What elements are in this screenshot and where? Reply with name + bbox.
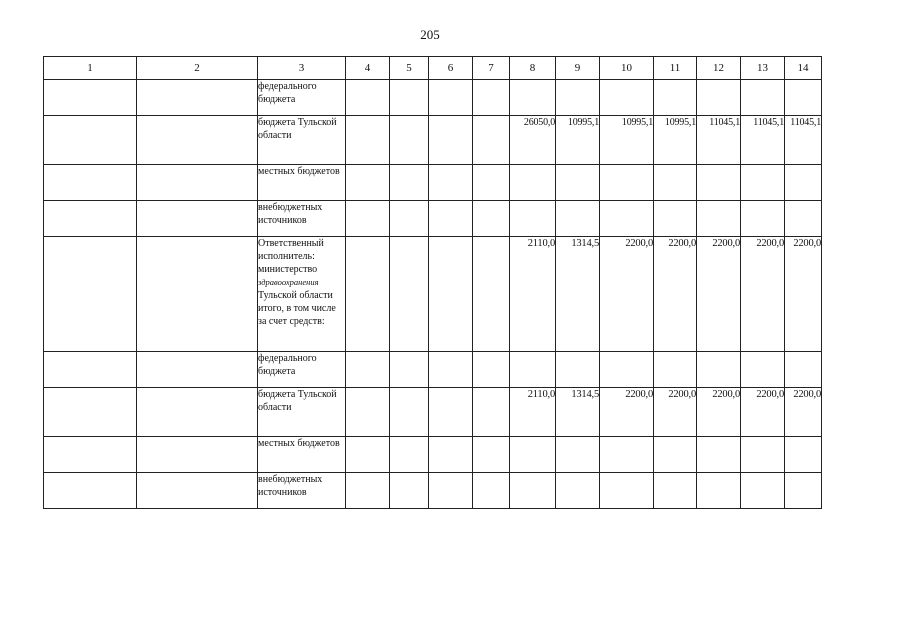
value-cell — [785, 201, 822, 237]
value-cell — [741, 165, 785, 201]
empty-cell — [137, 352, 258, 388]
budget-table — [43, 56, 822, 509]
value-cell: 26050,0 — [510, 116, 556, 165]
value-cell — [654, 437, 697, 473]
value-cell: 2200,0 — [741, 388, 785, 437]
table-row — [44, 352, 822, 388]
empty-cell — [473, 201, 510, 237]
empty-cell — [429, 473, 473, 509]
row-label: бюджета Тульской области — [258, 388, 346, 437]
value-cell — [697, 352, 741, 388]
empty-cell — [390, 473, 429, 509]
column-header: 3 — [258, 57, 346, 80]
value-cell — [510, 352, 556, 388]
value-cell: 2110,0 — [510, 388, 556, 437]
empty-cell — [473, 473, 510, 509]
table-row — [44, 165, 822, 201]
value-cell — [600, 352, 654, 388]
column-header: 6 — [429, 57, 473, 80]
value-cell — [654, 352, 697, 388]
value-cell: 11045,1 — [741, 116, 785, 165]
value-cell — [741, 437, 785, 473]
value-cell — [697, 437, 741, 473]
empty-cell — [473, 237, 510, 352]
value-cell — [510, 80, 556, 116]
value-cell: 11045,1 — [785, 116, 822, 165]
column-header: 2 — [137, 57, 258, 80]
value-cell — [510, 165, 556, 201]
value-cell: 10995,1 — [600, 116, 654, 165]
value-cell: 2200,0 — [654, 388, 697, 437]
value-cell — [600, 201, 654, 237]
empty-cell — [346, 437, 390, 473]
column-header: 9 — [556, 57, 600, 80]
empty-cell — [44, 352, 137, 388]
value-cell — [654, 80, 697, 116]
value-cell — [697, 473, 741, 509]
row-label: местных бюджетов — [258, 437, 346, 473]
value-cell — [556, 80, 600, 116]
value-cell — [510, 201, 556, 237]
value-cell — [741, 80, 785, 116]
empty-cell — [346, 201, 390, 237]
value-cell: 2200,0 — [697, 237, 741, 352]
value-cell — [785, 165, 822, 201]
column-header: 10 — [600, 57, 654, 80]
empty-cell — [346, 237, 390, 352]
value-cell — [556, 352, 600, 388]
value-cell: 2200,0 — [697, 388, 741, 437]
row-label: бюджета Тульской области — [258, 116, 346, 165]
value-cell: 2200,0 — [785, 237, 822, 352]
empty-cell — [346, 352, 390, 388]
empty-cell — [137, 116, 258, 165]
empty-cell — [44, 165, 137, 201]
table-row — [44, 201, 822, 237]
table-row — [44, 116, 822, 165]
value-cell — [556, 473, 600, 509]
table-row — [44, 388, 822, 437]
value-cell — [556, 165, 600, 201]
empty-cell — [346, 165, 390, 201]
row-label: внебюджетных источников — [258, 201, 346, 237]
empty-cell — [44, 388, 137, 437]
value-cell: 10995,1 — [654, 116, 697, 165]
empty-cell — [390, 237, 429, 352]
empty-cell — [44, 80, 137, 116]
empty-cell — [390, 165, 429, 201]
empty-cell — [346, 80, 390, 116]
empty-cell — [346, 116, 390, 165]
column-header: 8 — [510, 57, 556, 80]
table-row — [44, 80, 822, 116]
empty-cell — [390, 352, 429, 388]
value-cell — [654, 201, 697, 237]
empty-cell — [429, 201, 473, 237]
value-cell: 1314,5 — [556, 237, 600, 352]
empty-cell — [137, 80, 258, 116]
value-cell — [556, 201, 600, 237]
value-cell — [741, 352, 785, 388]
empty-cell — [346, 388, 390, 437]
value-cell — [510, 437, 556, 473]
empty-cell — [137, 165, 258, 201]
empty-cell — [429, 437, 473, 473]
empty-cell — [429, 352, 473, 388]
page-number: 205 — [420, 27, 440, 42]
table-row — [44, 473, 822, 509]
value-cell — [741, 201, 785, 237]
empty-cell — [137, 201, 258, 237]
empty-cell — [44, 437, 137, 473]
value-cell — [600, 437, 654, 473]
value-cell — [785, 80, 822, 116]
empty-cell — [429, 165, 473, 201]
empty-cell — [390, 201, 429, 237]
value-cell: 2200,0 — [785, 388, 822, 437]
column-header: 4 — [346, 57, 390, 80]
empty-cell — [473, 165, 510, 201]
empty-cell — [429, 80, 473, 116]
empty-cell — [346, 473, 390, 509]
value-cell — [697, 201, 741, 237]
value-cell — [654, 473, 697, 509]
value-cell — [697, 80, 741, 116]
empty-cell — [429, 237, 473, 352]
row-label-part: Тульской области итого, в том числе за счет средств: — [258, 290, 336, 327]
value-cell — [654, 165, 697, 201]
empty-cell — [390, 388, 429, 437]
empty-cell — [429, 388, 473, 437]
empty-cell — [473, 80, 510, 116]
row-label-part: здравоохранения — [258, 277, 319, 287]
empty-cell — [429, 116, 473, 165]
empty-cell — [44, 237, 137, 352]
row-label: федерального бюджета — [258, 80, 346, 116]
value-cell — [697, 165, 741, 201]
column-header: 14 — [785, 57, 822, 80]
value-cell: 11045,1 — [697, 116, 741, 165]
column-header: 5 — [390, 57, 429, 80]
value-cell — [600, 165, 654, 201]
row-label — [258, 237, 346, 352]
empty-cell — [473, 388, 510, 437]
value-cell — [600, 473, 654, 509]
empty-cell — [473, 437, 510, 473]
value-cell: 2200,0 — [600, 388, 654, 437]
value-cell — [785, 437, 822, 473]
row-label: внебюджетных источников — [258, 473, 346, 509]
value-cell: 2200,0 — [654, 237, 697, 352]
value-cell: 2200,0 — [741, 237, 785, 352]
empty-cell — [137, 473, 258, 509]
value-cell — [600, 80, 654, 116]
empty-cell — [137, 237, 258, 352]
value-cell: 2110,0 — [510, 237, 556, 352]
value-cell: 2200,0 — [600, 237, 654, 352]
empty-cell — [44, 473, 137, 509]
row-label: федерального бюджета — [258, 352, 346, 388]
empty-cell — [137, 388, 258, 437]
value-cell — [785, 352, 822, 388]
row-label-part: Ответственный исполнитель: министерство — [258, 238, 324, 275]
empty-cell — [390, 116, 429, 165]
value-cell — [510, 473, 556, 509]
empty-cell — [473, 116, 510, 165]
column-header: 7 — [473, 57, 510, 80]
empty-cell — [44, 116, 137, 165]
value-cell — [556, 437, 600, 473]
table-row — [44, 437, 822, 473]
empty-cell — [473, 352, 510, 388]
empty-cell — [44, 201, 137, 237]
empty-cell — [390, 437, 429, 473]
column-header: 12 — [697, 57, 741, 80]
value-cell — [785, 473, 822, 509]
column-header: 1 — [44, 57, 137, 80]
header-row — [44, 57, 822, 80]
row-label: местных бюджетов — [258, 165, 346, 201]
table-row — [44, 237, 822, 352]
value-cell — [741, 473, 785, 509]
column-header: 13 — [741, 57, 785, 80]
empty-cell — [390, 80, 429, 116]
empty-cell — [137, 437, 258, 473]
value-cell: 10995,1 — [556, 116, 600, 165]
value-cell: 1314,5 — [556, 388, 600, 437]
column-header: 11 — [654, 57, 697, 80]
